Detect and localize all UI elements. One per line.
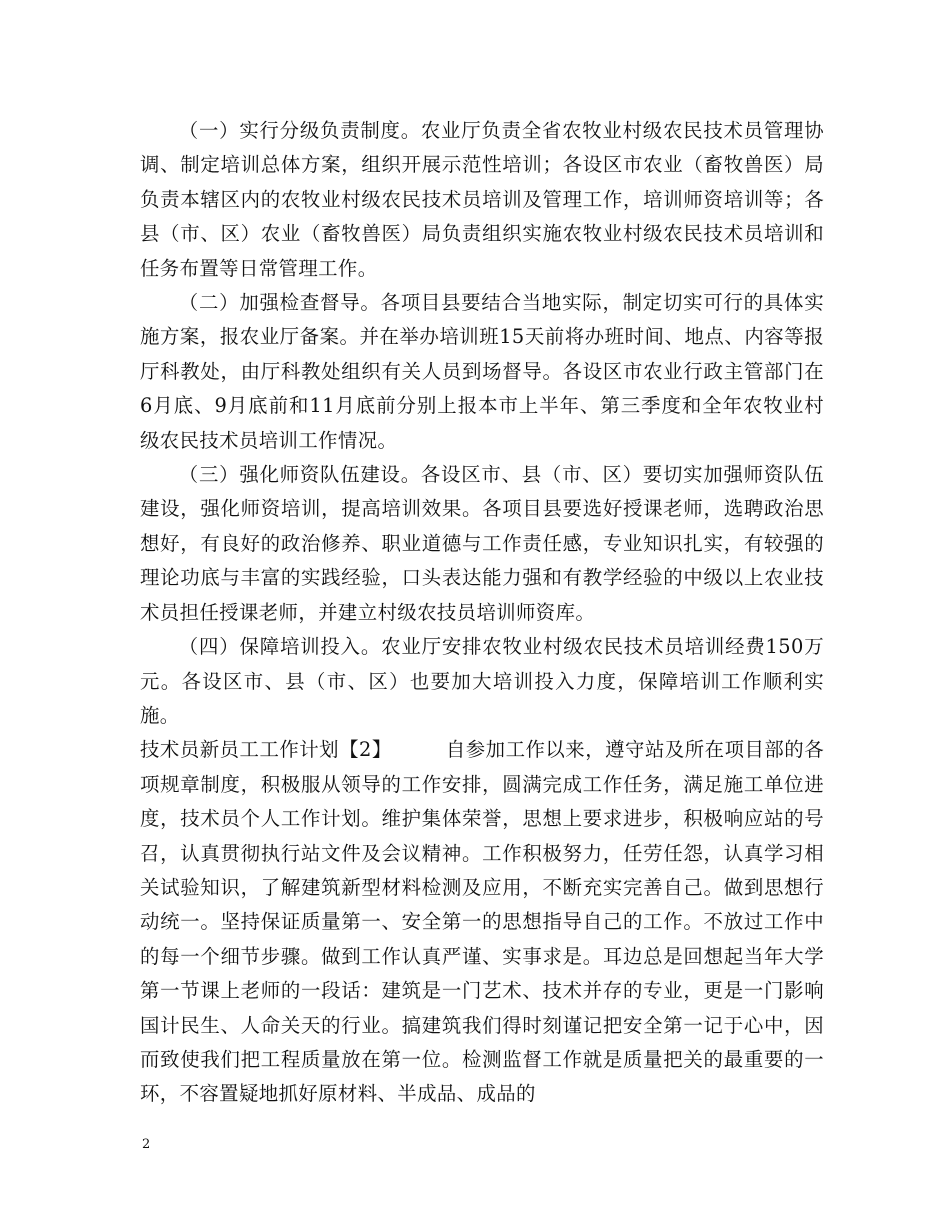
section-body: 自参加工作以来，遵守站及所在项目部的各项规章制度，积极服从领导的工作安排，圆满完成工作任务，满足施工单位进度，技术员个人工作计划。维护集体荣誉，思想上要求进步，积极响应站的号召，认真贯彻执行站文件及会议精神。工作积极努力，任劳任怨，认真学习相关试验知识，了解建筑新型材料检测及应用，不断充实完善自己。做到思想行动统一。坚持保证质量第一、安全第一的思想指导自己的工作。不放过工作中的每一个细节步骤。做到工作认真严谨、实事求是。耳边总是回想起当年大学第一节课上老师的一段话：建筑是一门艺术、技术并存的专业，更是一门影响国计民生、人命关天的行业。搞建筑我们得时刻谨记把安全第一记于心中，因而致使我们把工程质量放在第一位。检测监督工作就是质量把关的最重要的一环，不容置疑地抓好原材料、半成品、成品的 [140,738,824,1106]
paragraph-funding: （四）保障培训投入。农业厅安排农牧业村级农民技术员培训经费150万元。各设区市、县（市、区）也要加大培训投入力度，保障培训工作顺利实施。 [140,635,824,727]
paragraph-supervision: （二）加强检查督导。各项目县要结合当地实际，制定切实可行的具体实施方案，报农业厅备案。并在举办培训班15天前将办班时间、地点、内容等报厅科教处，由厅科教处组织有关人员到场督导。各设区市农业行政主管部门在6月底、9月底前和11月底前分别上报本市上半年、第三季度和全年农牧业村级农民技术员培训工作情况。 [140,291,824,452]
paragraph-responsibility: （一）实行分级负责制度。农业厅负责全省农牧业村级农民技术员管理协调、制定培训总体方案，组织开展示范性培训；各设区市农业（畜牧兽医）局负责本辖区内的农牧业村级农民技术员培训及管理工作，培训师资培训等；各县（市、区）农业（畜牧兽医）局负责组织实施农牧业村级农民技术员培训和任务布置等日常管理工作。 [140,119,824,280]
paragraph-teacher-team: （三）强化师资队伍建设。各设区市、县（市、区）要切实加强师资队伍建设，强化师资培训，提高培训效果。各项目县要选好授课老师，选聘政治思想好，有良好的政治修养、职业道德与工作责任感，专业知识扎实，有较强的理论功底与丰富的实践经验，口头表达能力强和有教学经验的中级以上农业技术员担任授课老师，并建立村级农技员培训师资库。 [140,463,824,624]
paragraph-work-plan [140,733,824,1111]
page-number: 2 [142,1137,151,1152]
section-heading: 技术员新员工工作计划【2】 [140,738,392,762]
document-body [140,114,824,1112]
